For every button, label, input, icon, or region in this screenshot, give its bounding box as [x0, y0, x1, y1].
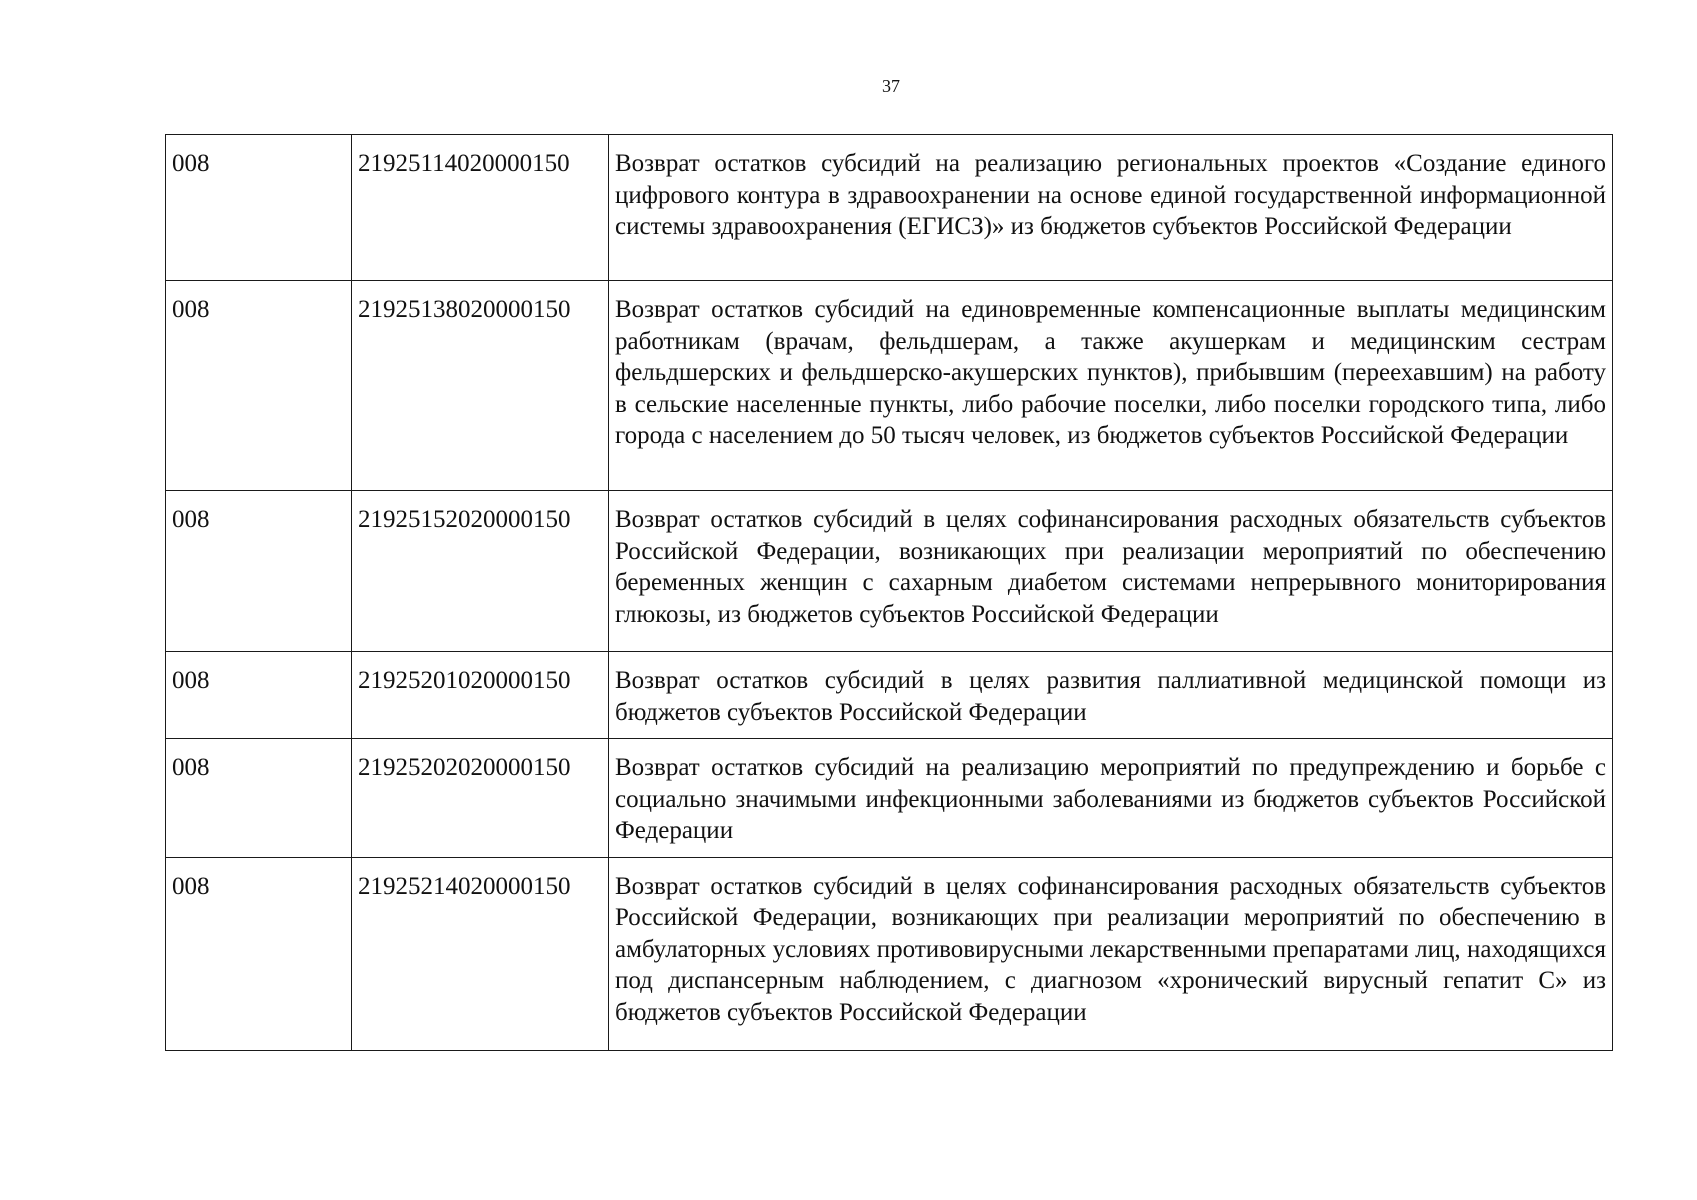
budget-code-cell: 21925114020000150 [352, 135, 609, 281]
admin-code-cell: 008 [166, 135, 352, 281]
admin-code-cell: 008 [166, 652, 352, 739]
table-row [166, 491, 1613, 652]
description-cell: Возврат остатков субсидий в целях развития паллиативной медицинской помощи из бюджетов субъектов Российской Федерации [609, 652, 1613, 739]
budget-code-cell: 21925202020000150 [352, 739, 609, 858]
table-row [166, 857, 1613, 1050]
table-row [166, 652, 1613, 739]
table-row [166, 135, 1613, 281]
description-cell: Возврат остатков субсидий на реализацию региональных проектов «Создание единого цифрового контура в здравоохранении на основе единой государственной информационной системы здравоохранения (ЕГИСЗ)» из бюджетов субъектов Российской Федерации [609, 135, 1613, 281]
admin-code-cell: 008 [166, 491, 352, 652]
budget-code-table [165, 134, 1613, 1051]
budget-code-cell: 21925214020000150 [352, 857, 609, 1050]
admin-code-cell: 008 [166, 739, 352, 858]
description-cell: Возврат остатков субсидий в целях софинансирования расходных обязательств субъектов Российской Федерации, возникающих при реализации мероприятий по обеспечению беременных женщин с сахарным диабетом системами непрерывного мониторирования глюкозы, из бюджетов субъектов Российской Федерации [609, 491, 1613, 652]
table-row [166, 739, 1613, 858]
description-cell: Возврат остатков субсидий на единовременные компенсационные выплаты медицинским работникам (врачам, фельдшерам, а также акушеркам и медицинским сестрам фельдшерских и фельдшерско-акушерских пунктов), прибывшим (переехавшим) на работу в сельские населенные пункты, либо рабочие поселки, либо поселки городского типа, либо города с населением до 50 тысяч человек, из бюджетов субъектов Российской Федерации [609, 281, 1613, 491]
budget-code-cell: 21925152020000150 [352, 491, 609, 652]
description-cell: Возврат остатков субсидий в целях софинансирования расходных обязательств субъектов Российской Федерации, возникающих при реализации мероприятий по обеспечению в амбулаторных условиях противовирусными лекарственными препаратами лиц, находящихся под диспансерным наблюдением, с диагнозом «хронический вирусный гепатит С» из бюджетов субъектов Российской Федерации [609, 857, 1613, 1050]
admin-code-cell: 008 [166, 857, 352, 1050]
admin-code-cell: 008 [166, 281, 352, 491]
table-row [166, 281, 1613, 491]
page-number: 37 [882, 76, 900, 96]
budget-code-cell: 21925138020000150 [352, 281, 609, 491]
description-cell: Возврат остатков субсидий на реализацию мероприятий по предупреждению и борьбе с социально значимыми инфекционными заболеваниями из бюджетов субъектов Российской Федерации [609, 739, 1613, 858]
budget-code-cell: 21925201020000150 [352, 652, 609, 739]
